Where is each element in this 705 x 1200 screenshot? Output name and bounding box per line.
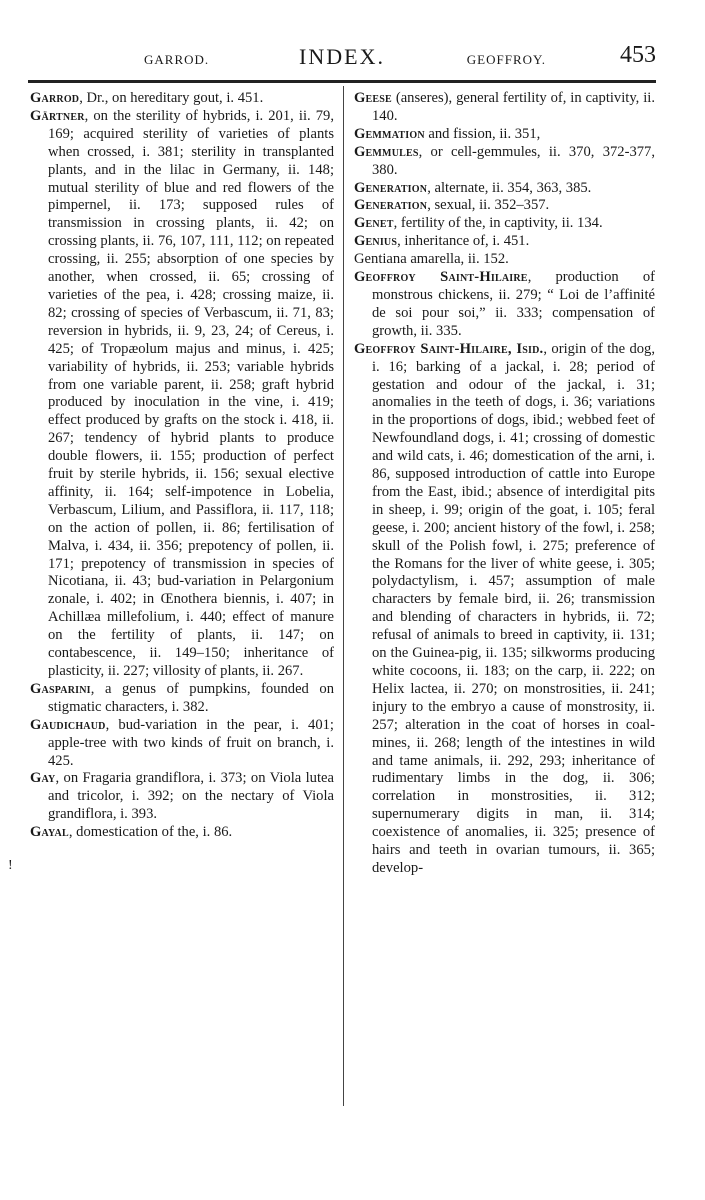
entry-text: , sexual, ii. 352–357.	[427, 197, 550, 214]
index-entry	[30, 770, 334, 824]
entry-text: (anseres), general fertility of, in captivity, ii. 140.	[372, 90, 655, 124]
entry-text: and fission, ii. 351,	[424, 125, 541, 142]
running-head-left: GARROD.	[144, 52, 210, 67]
index-entry	[354, 251, 655, 269]
index-entry	[30, 108, 334, 681]
entry-text: , bud-variation in the pear, i. 401; apple-tree with two kinds of fruit on branch, i. 425.	[48, 716, 334, 769]
entry-headword: Genet	[354, 215, 394, 232]
entry-headword: Geoffroy Saint-Hilaire, Isid.	[354, 340, 544, 357]
entry-headword: Gaudichaud	[30, 716, 106, 733]
entry-headword: Gayal	[30, 824, 69, 841]
index-entry	[354, 180, 655, 198]
entry-headword: Generation	[354, 179, 428, 196]
entry-text: , inheritance of, i. 451.	[397, 233, 530, 250]
index-entry	[30, 681, 334, 717]
index-entry	[354, 197, 655, 215]
entry-headword: Geoffroy Saint-Hilaire	[354, 269, 528, 286]
column-divider	[343, 86, 344, 1106]
page-number: 453	[620, 42, 656, 68]
entry-text: , domestication of the, i. 86.	[68, 824, 233, 841]
entry-text: , on Fragaria grandiflora, i. 373; on Viola lutea and tricolor, i. 392; on the nectary of Viola grandiflora, i. 393.	[48, 770, 334, 823]
running-head-title: INDEX.	[299, 44, 385, 69]
index-entry	[30, 717, 334, 771]
index-entry	[354, 269, 655, 341]
entry-headword: Genius	[354, 233, 398, 250]
index-entry	[354, 90, 655, 126]
entry-headword: Gemmation	[354, 125, 425, 142]
running-head	[28, 44, 656, 78]
entry-text: Gentiana amarella, ii. 152.	[354, 251, 509, 268]
entry-headword: Garrod	[30, 90, 80, 106]
entry-headword: Gay	[30, 770, 56, 787]
right-column	[354, 90, 655, 878]
entry-headword: Gärtner	[30, 107, 85, 124]
entry-headword: Gemmules	[354, 143, 419, 160]
entry-text: , Dr., on hereditary gout, i. 451.	[79, 90, 264, 106]
entry-text: , alternate, ii. 354, 363, 385.	[427, 179, 592, 196]
left-column	[30, 90, 334, 842]
index-entry	[354, 215, 655, 233]
index-entry	[30, 824, 334, 842]
index-entry	[354, 126, 655, 144]
entry-text: , origin of the dog, i. 16; barking of a jackal, i. 28; period of gestation and odour of the jackal, i. 31; anomalies in the teeth of dogs, i. 36; variations in the proportions of dogs, ibid.; webbed feet of Newfoundland dogs, i. 41; crossing of domestic and wild cats, i. 46; domestication of the arni, i. 86, supposed introduction of cattle into Europe from the East, ibid.; absence of interdigital pits in sheep, i. 99; origin of the goat, i. 105; feral geese, i. 200; ancient history of the fowl, i. 258; skull of the Polish fowl, i. 275; preference of the Romans for the liver of white geese, i. 305; polydactylism, i. 457; assumption of male characters by female bird, ii. 26; transmission and blending of characters in hybrids, ii. 72; refusal of animals to breed in captivity, ii. 131; on the Guinea-pig, ii. 135; silkworms producing white cocoons, ii. 183; on the carp, ii. 222; on Helix lactea, ii. 270; on monstrosities, ii. 241; injury to the embryo a cause of monstrosity, ii. 257; alteration in the coat of horses in coal-mines, ii. 268; length of the intestines in wild and tame animals, ii. 292, 293; inheritance of rudimentary limbs in the dog, ii. 306; correlation in monstrosities, ii. 312; supernumerary digits in man, ii. 314; coexistence of anomalies, ii. 325; presence of hairs and teeth in ovarian tumours, ii. 365; develop-	[372, 340, 655, 876]
index-entry	[30, 90, 334, 108]
entry-text: , or cell-gemmules, ii. 370, 372-377, 380.	[372, 143, 655, 178]
entry-text: , a genus of pumpkins, founded on stigmatic characters, i. 382.	[48, 680, 334, 715]
index-entry	[354, 144, 655, 180]
entry-headword: Gasparini	[30, 680, 91, 697]
header-rule	[28, 80, 656, 83]
entry-text: , fertility of the, in captivity, ii. 134.	[393, 215, 603, 232]
entry-text: , on the sterility of hybrids, i. 201, ii. 79, 169; acquired sterility of varieties of plants when crossed, i. 381; sterility in transplanted plants, and in the lilac in Germany, ii. 148; mutual sterility of blue and red flowers of the pimpernel, ii. 173; supposed rules of transmission in crossing plants, ii. 42; on crossing plants, ii. 76, 107, 111, 112; on repeated crossing, ii. 255; absorption of one species by another, when crossed, ii. 65; crossing of varieties of the pea, i. 428; crossing maize, ii. 82; crossing of species of Verbascum, ii. 71, 83; reversion in hybrids, ii. 9, 23, 24; of Cereus, i. 425; of Tropæolum majus and minus, i. 425; variability of hybrids, ii. 253; variable hybrids from one variable parent, ii. 258; graft hybrid produced by inoculation in the vine, i. 419; effect produced by grafts on the stock i. 418, ii. 267; tendency of hybrid plants to produce double flowers, ii. 155; production of perfect fruit by sterile hybrids, ii. 156; sexual elective affinity, ii. 164; self-impotence in Lobelia, Verbascum, Lilium, and Passiflora, ii. 117, 118; on the action of pollen, ii. 86; fertilisation of Malva, i. 434, ii. 356; prepotency of pollen, ii. 171; prepotency of transmission in species of Nicotiana, ii. 43; bud-variation in Pelargonium zonale, i. 402; in Œnothera biennis, i. 407; in Achillæa millefolium, i. 440; effect of manure on the fertility of plants, ii. 147; on contabescence, ii. 149–150; inheritance of plasticity, ii. 227; villosity of plants, ii. 267.	[48, 107, 334, 679]
index-entry	[354, 233, 655, 251]
index-entry	[354, 341, 655, 878]
entry-headword: Generation	[354, 197, 428, 214]
running-head-right: GEOFFROY.	[466, 52, 546, 67]
entry-text: , production of monstrous chickens, ii. 279; “ Loi de l’affinité de soi pour soi,” ii. 333; compensation of growth, ii. 335.	[372, 269, 655, 339]
entry-headword: Geese	[354, 90, 392, 106]
margin-mark: !	[8, 858, 13, 873]
